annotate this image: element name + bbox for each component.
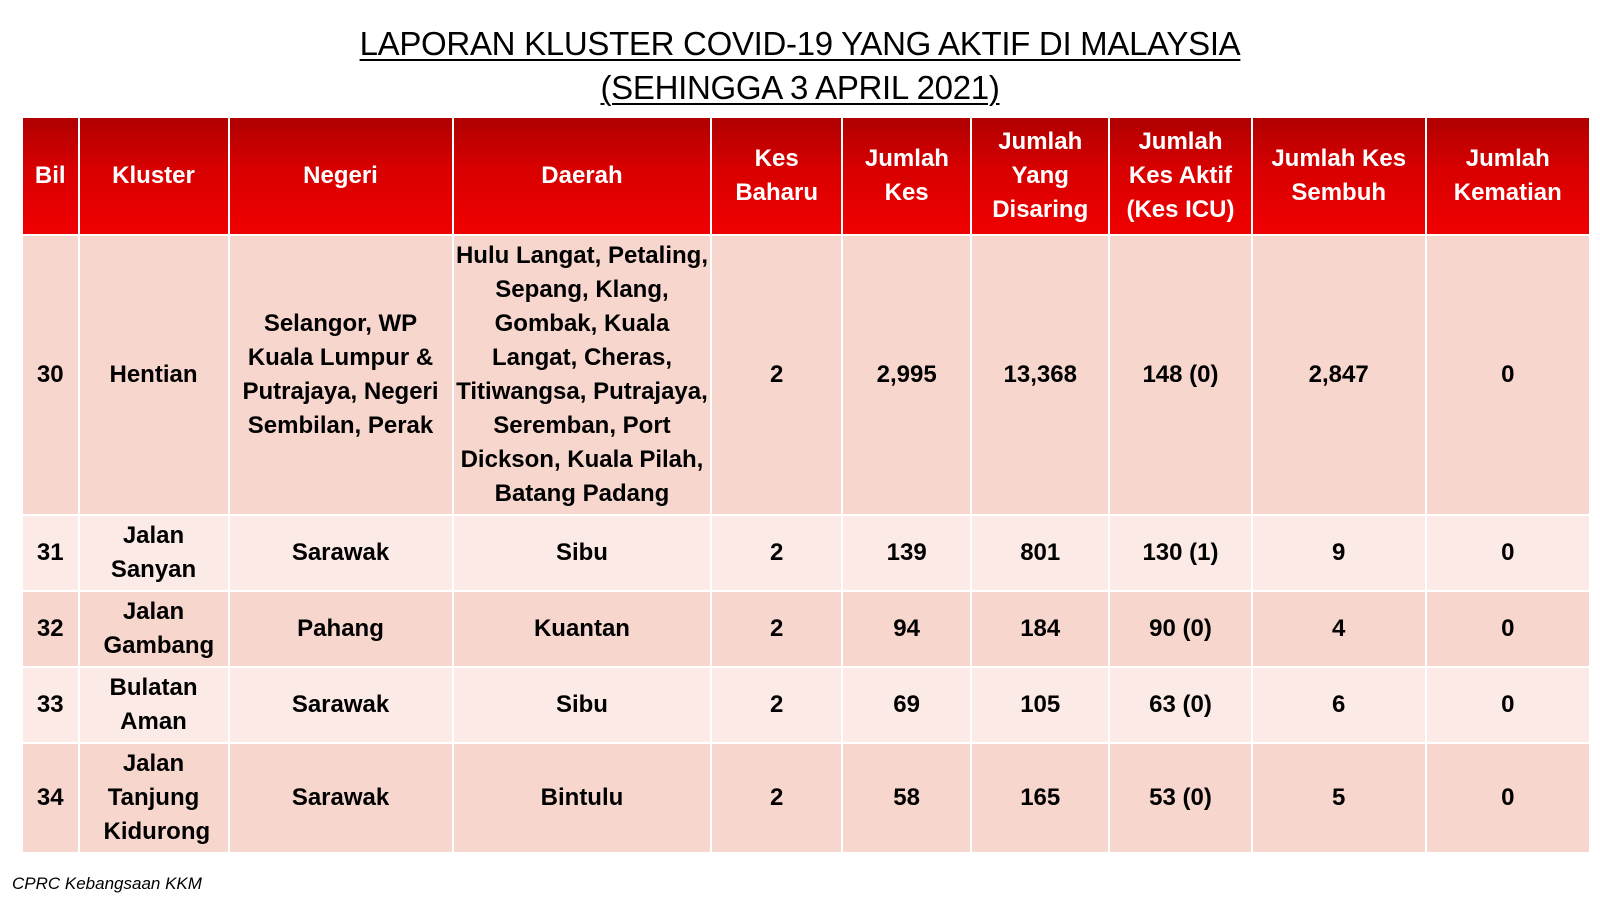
- header-jumlah-disaring: Jumlah Yang Disaring: [971, 117, 1109, 235]
- cell-jumlah-kematian: 0: [1426, 591, 1590, 667]
- cell-bil: 31: [22, 515, 79, 591]
- cell-jumlah-kes-sembuh: 4: [1252, 591, 1426, 667]
- cell-negeri: Sarawak: [229, 743, 453, 853]
- cell-jumlah-kes-aktif: 90 (0): [1109, 591, 1252, 667]
- cell-jumlah-kematian: 0: [1426, 667, 1590, 743]
- cell-kes-baharu: 2: [711, 515, 841, 591]
- table-row: [22, 667, 1590, 743]
- report-title: [0, 22, 1600, 110]
- cell-bil: 34: [22, 743, 79, 853]
- header-kluster: Kluster: [79, 117, 229, 235]
- header-jumlah-kes: Jumlah Kes: [842, 117, 971, 235]
- cell-negeri: Selangor, WP Kuala Lumpur & Putrajaya, Negeri Sembilan, Perak: [229, 235, 453, 515]
- table-row: [22, 743, 1590, 853]
- cell-jumlah-kes-aktif: 130 (1): [1109, 515, 1252, 591]
- table-body: [22, 235, 1590, 853]
- cell-jumlah-kes-aktif: 148 (0): [1109, 235, 1252, 515]
- cell-jumlah-kes-aktif: 53 (0): [1109, 743, 1252, 853]
- header-daerah: Daerah: [453, 117, 712, 235]
- table-row: [22, 515, 1590, 591]
- title-text-1: LAPORAN KLUSTER COVID-19 YANG AKTIF DI MALAYSIA: [359, 25, 1241, 62]
- cell-kluster: Bulatan Aman: [79, 667, 229, 743]
- cell-jumlah-kematian: 0: [1426, 743, 1590, 853]
- cell-kluster: Jalan Tanjung Kidurong: [79, 743, 229, 853]
- cell-bil: 32: [22, 591, 79, 667]
- cell-jumlah-disaring: 105: [971, 667, 1109, 743]
- cell-jumlah-kes: 139: [842, 515, 971, 591]
- header-jumlah-kes-aktif: Jumlah Kes Aktif (Kes ICU): [1109, 117, 1252, 235]
- cell-jumlah-disaring: 165: [971, 743, 1109, 853]
- title-line-1: [0, 22, 1600, 66]
- cell-jumlah-kes-sembuh: 6: [1252, 667, 1426, 743]
- cell-daerah: Kuantan: [453, 591, 712, 667]
- cell-jumlah-kes-sembuh: 9: [1252, 515, 1426, 591]
- table-row: [22, 591, 1590, 667]
- cell-jumlah-kes: 94: [842, 591, 971, 667]
- cell-kluster: Jalan Sanyan: [79, 515, 229, 591]
- cell-bil: 30: [22, 235, 79, 515]
- cell-daerah: Sibu: [453, 667, 712, 743]
- cell-negeri: Sarawak: [229, 667, 453, 743]
- header-jumlah-kes-sembuh: Jumlah Kes Sembuh: [1252, 117, 1426, 235]
- cell-jumlah-disaring: 13,368: [971, 235, 1109, 515]
- cell-jumlah-disaring: 184: [971, 591, 1109, 667]
- table-row: [22, 235, 1590, 515]
- header-row: [22, 117, 1590, 235]
- cell-negeri: Sarawak: [229, 515, 453, 591]
- table-header: [22, 117, 1590, 235]
- cell-daerah: Sibu: [453, 515, 712, 591]
- cell-daerah: Hulu Langat, Petaling, Sepang, Klang, Gombak, Kuala Langat, Cheras, Titiwangsa, Putrajaya, Seremban, Port Dickson, Kuala Pilah, Batang Padang: [453, 235, 712, 515]
- cell-kluster: Hentian: [79, 235, 229, 515]
- cell-kes-baharu: 2: [711, 235, 841, 515]
- cell-kes-baharu: 2: [711, 667, 841, 743]
- source-footer: CPRC Kebangsaan KKM: [12, 874, 202, 893]
- header-jumlah-kematian: Jumlah Kematian: [1426, 117, 1590, 235]
- cell-jumlah-kes: 69: [842, 667, 971, 743]
- cluster-table: [21, 116, 1591, 854]
- cell-jumlah-kes: 2,995: [842, 235, 971, 515]
- cell-kes-baharu: 2: [711, 591, 841, 667]
- cell-negeri: Pahang: [229, 591, 453, 667]
- cell-bil: 33: [22, 667, 79, 743]
- cell-kes-baharu: 2: [711, 743, 841, 853]
- cell-jumlah-kes-aktif: 63 (0): [1109, 667, 1252, 743]
- cell-jumlah-kes-sembuh: 5: [1252, 743, 1426, 853]
- cell-jumlah-disaring: 801: [971, 515, 1109, 591]
- header-kes-baharu: Kes Baharu: [711, 117, 841, 235]
- header-bil: Bil: [22, 117, 79, 235]
- cell-jumlah-kes: 58: [842, 743, 971, 853]
- cell-jumlah-kematian: 0: [1426, 515, 1590, 591]
- cell-jumlah-kes-sembuh: 2,847: [1252, 235, 1426, 515]
- header-negeri: Negeri: [229, 117, 453, 235]
- title-text-2: (SEHINGGA 3 APRIL 2021): [600, 69, 1000, 106]
- cell-daerah: Bintulu: [453, 743, 712, 853]
- cell-kluster: Jalan Gambang: [79, 591, 229, 667]
- cell-jumlah-kematian: 0: [1426, 235, 1590, 515]
- title-line-2: [0, 66, 1600, 110]
